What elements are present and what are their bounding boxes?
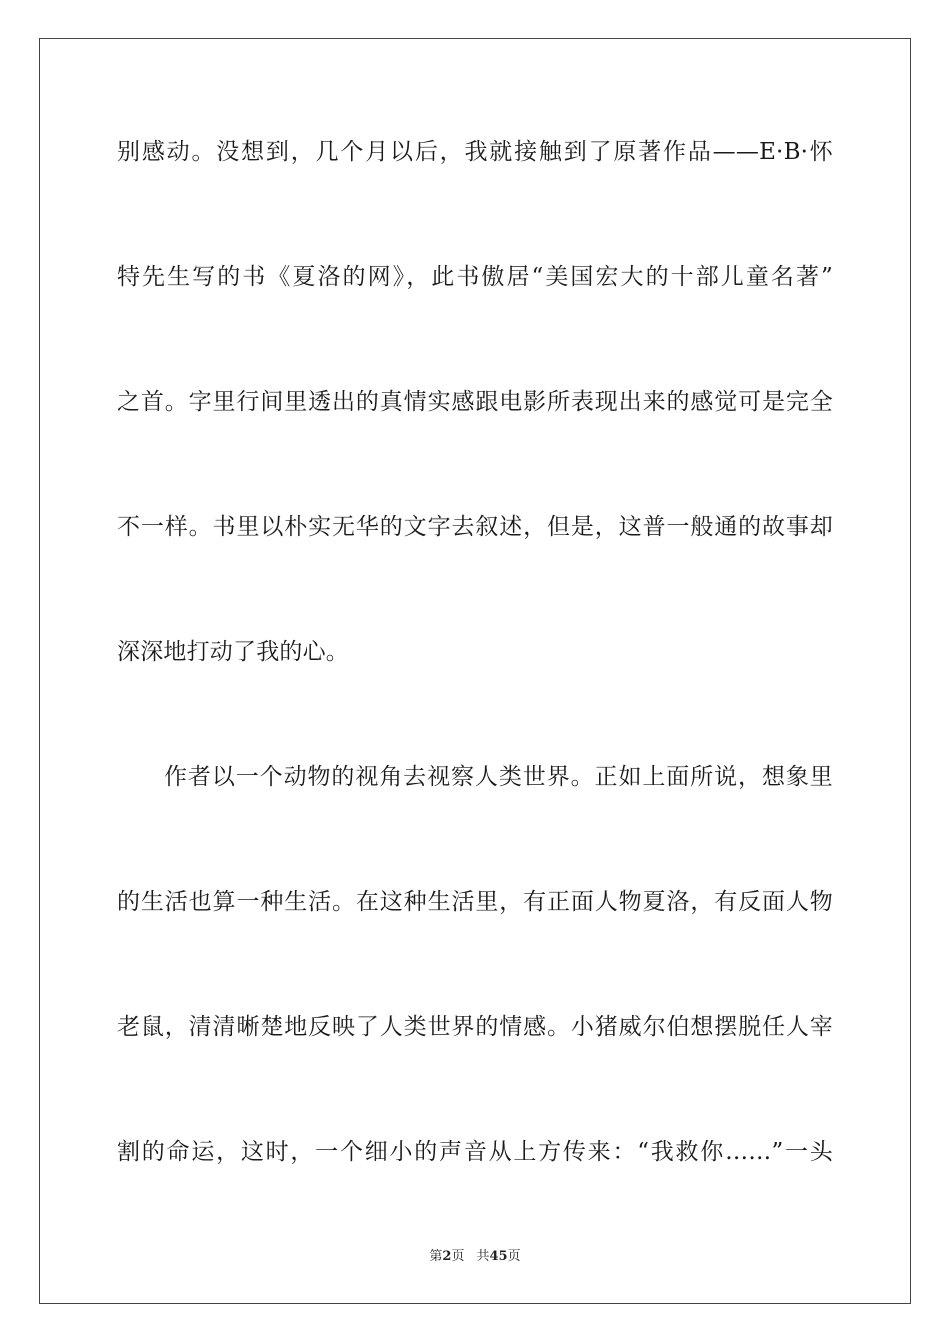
- page-prefix: 第: [429, 1249, 443, 1264]
- text-line: 不一样。书里以朴实无华的文字去叙述，但是，这普一般通的故事却: [117, 514, 833, 540]
- page-suffix: 页: [451, 1249, 465, 1264]
- text-line: 特先生写的书《夏洛的网》，此书傲居“美国宏大的十部儿童名著”: [117, 264, 833, 290]
- text-line: 深深地打动了我的心。: [117, 639, 349, 665]
- total-prefix: 共: [476, 1249, 490, 1264]
- paragraph-first-line: 作者以一个动物的视角去视察人类世界。正如上面所说，想象里: [164, 764, 833, 790]
- text-line: 别感动。没想到，几个月以后，我就接触到了原著作品——E·B·怀: [117, 139, 833, 165]
- total-suffix: 页: [507, 1249, 521, 1264]
- total-page-count: 45: [489, 1249, 508, 1264]
- text-line: 割的命运，这时，一个细小的声音从上方传来：“我救你……”一头: [117, 1139, 833, 1165]
- page-border: [39, 38, 911, 1304]
- text-line: 之首。字里行间里透出的真情实感跟电影所表现出来的感觉可是完全: [117, 389, 833, 415]
- page-footer: [0, 1248, 950, 1266]
- text-line: 的生活也算一种生活。在这种生活里，有正面人物夏洛，有反面人物: [117, 889, 833, 915]
- current-page-number: 2: [442, 1249, 452, 1264]
- text-line: 老鼠，清清晰楚地反映了人类世界的情感。小猪威尔伯想摆脱任人宰: [117, 1014, 833, 1040]
